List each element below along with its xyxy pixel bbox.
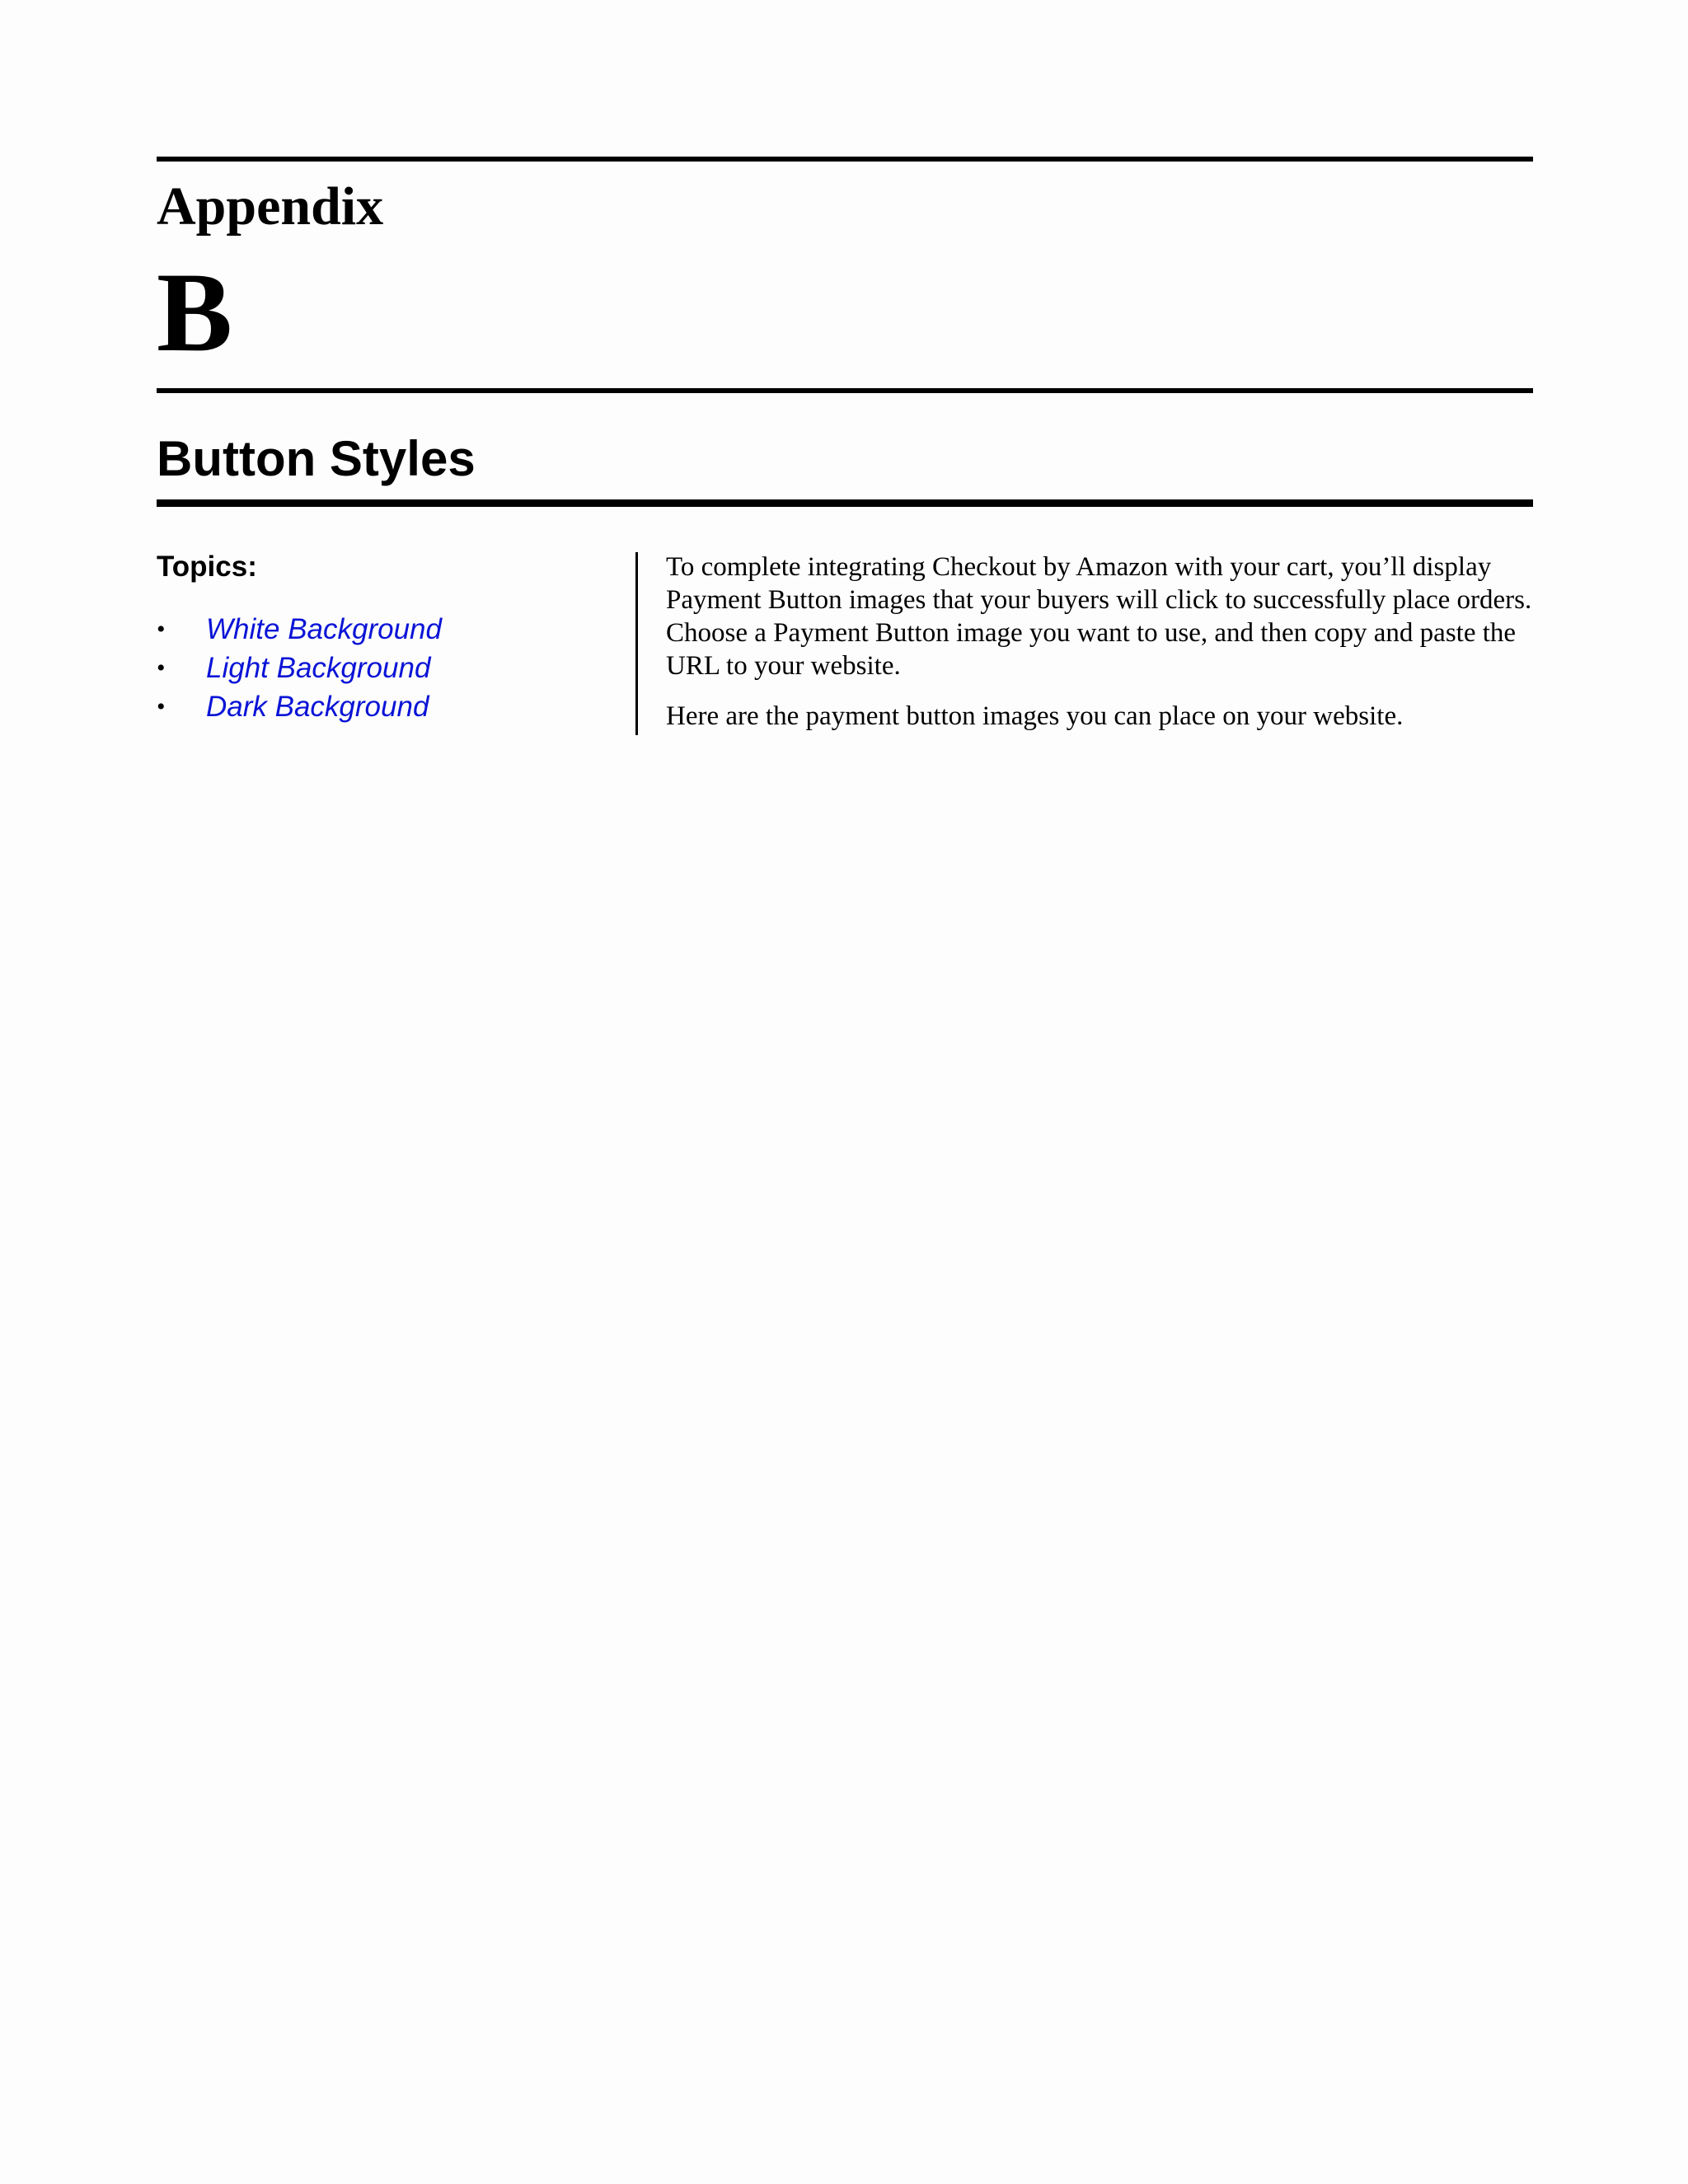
images-paragraph: Here are the payment button images you can place on your website. (666, 701, 1404, 731)
bullet-icon: • (157, 654, 166, 682)
topics-heading: Topics: (157, 551, 257, 583)
appendix-label: Appendix (157, 176, 384, 237)
topic-link-light-background[interactable]: Light Background (206, 652, 431, 684)
section-rule (157, 499, 1533, 507)
topic-link-dark-background[interactable]: Dark Background (206, 691, 429, 723)
column-divider (635, 552, 638, 735)
body-text (666, 551, 1540, 733)
middle-rule (157, 388, 1533, 393)
section-title: Button Styles (157, 431, 476, 486)
topic-link-white-background[interactable]: White Background (206, 613, 442, 645)
bullet-icon: • (157, 693, 166, 720)
bullet-icon: • (157, 616, 166, 643)
intro-paragraph: To complete integrating Checkout by Amazon with your cart, you’ll display Payment Button images that your buyers will click to successfully place orders. Choose a Payment Button image you want to use, and then copy and paste the URL to your website. (666, 552, 1532, 681)
appendix-letter: B (157, 249, 233, 375)
top-rule (157, 157, 1533, 162)
